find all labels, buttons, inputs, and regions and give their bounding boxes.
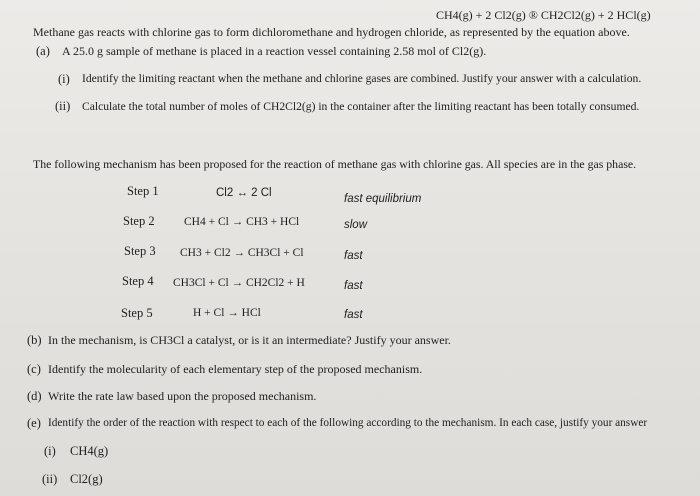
step-rate: slow	[344, 219, 368, 231]
step-label: Step 1	[127, 184, 159, 198]
part-e-ii-text: Cl2(g)	[70, 472, 103, 486]
part-a-label: (a)	[36, 44, 50, 58]
step-rate: fast equilibrium	[344, 193, 422, 205]
part-d-text: Write the rate law based upon the proposed mechanism.	[48, 389, 317, 403]
part-d-label: (d)	[27, 389, 42, 403]
step-equation: CH4 + Cl → CH3 + HCl	[184, 216, 300, 228]
part-c-text: Identify the molecularity of each elementary step of the proposed mechanism.	[48, 362, 423, 376]
step-label: Step 4	[122, 274, 154, 288]
part-a-ii-label: (ii)	[55, 99, 71, 113]
step-rate: fast	[344, 309, 363, 321]
part-e-i-text: CH4(g)	[70, 444, 109, 458]
part-a-i-text: Identify the limiting reactant when the methane and chlorine gases are combined. Justify your answer with a calculation.	[82, 72, 642, 85]
mechanism-intro: The following mechanism has been proposed for the reaction of methane gas with chlorine gas. All species are in the gas phase.	[33, 157, 637, 171]
step-equation: CH3Cl + Cl → CH2Cl2 + H	[173, 277, 305, 289]
step-equation: Cl2 ↔ 2 Cl	[216, 187, 272, 199]
part-a-ii-text: Calculate the total number of moles of CH2Cl2(g) in the container after the limiting reactant has been totally consumed.	[82, 100, 640, 113]
step-equation: H + Cl → HCl	[193, 307, 261, 319]
step-label: Step 5	[121, 306, 153, 320]
part-c-label: (c)	[27, 362, 41, 376]
step-rate: fast	[344, 280, 363, 292]
intro-text: Methane gas reacts with chlorine gas to form dichloromethane and hydrogen chloride, as represented by the equation above.	[33, 25, 630, 39]
step-label: Step 2	[123, 214, 155, 228]
step-rate: fast	[344, 250, 363, 262]
part-e-ii-label: (ii)	[42, 472, 58, 486]
header-equation: CH4(g) + 2 Cl2(g) ® CH2Cl2(g) + 2 HCl(g)	[436, 8, 651, 22]
part-a-text: A 25.0 g sample of methane is placed in a reaction vessel containing 2.58 mol of Cl2(g).	[62, 44, 487, 58]
part-b-label: (b)	[27, 333, 42, 347]
step-label: Step 3	[124, 244, 156, 258]
part-b-text: In the mechanism, is CH3Cl a catalyst, or is it an intermediate? Justify your answer.	[48, 333, 451, 347]
part-e-label: (e)	[27, 416, 41, 430]
part-e-i-label: (i)	[44, 444, 56, 458]
part-a-i-label: (i)	[58, 72, 70, 86]
step-equation: CH3 + Cl2 → CH3Cl + Cl	[180, 247, 304, 259]
part-e-text: Identify the order of the reaction with respect to each of the following according to the mechanism. In each case, justify your answer	[48, 417, 648, 429]
